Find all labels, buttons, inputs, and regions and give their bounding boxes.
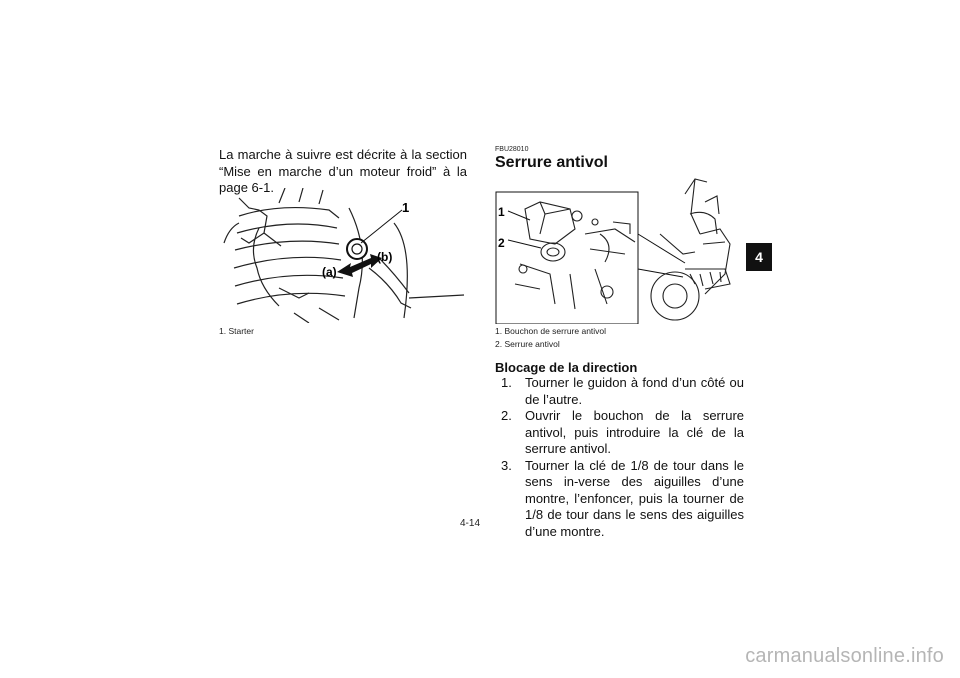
starter-callout-a: (a) [322, 265, 337, 279]
section-code: FBU28010 [495, 146, 529, 153]
step-number: 1. [501, 375, 512, 390]
lock-callout-1: 1 [498, 205, 505, 219]
step-item [501, 458, 744, 541]
lock-captions [495, 325, 606, 351]
lock-caption-1: 1. Bouchon de serrure antivol [495, 326, 607, 336]
starter-caption: 1. Starter [219, 326, 254, 336]
starter-callout-b: (b) [377, 250, 393, 264]
lock-callout-2: 2 [498, 236, 505, 250]
watermark-text: carmanualsonline.info [745, 645, 944, 667]
step-text: Tourner le guidon à fond d’un côté ou de l’autre. [525, 375, 744, 407]
page-number: 4-14 [460, 518, 481, 529]
lock-caption-2: 2. Serrure antivol [495, 339, 560, 349]
subheading-steering-lock: Blocage de la direction [495, 360, 638, 375]
step-number: 2. [501, 408, 512, 423]
starter-callout-number: 1 [402, 200, 410, 215]
step-text: Ouvrir le bouchon de la serrure antivol, puis introduire la clé de la serrure antivol. [525, 408, 744, 456]
step-number: 3. [501, 457, 512, 473]
starter-illustration [219, 188, 469, 323]
step-text: Tourner la clé de 1/8 de tour dans le sens in-verse des aiguilles d’une montre, l’enfoncer, puis la tourner de 1/8 de tour dans le sens des aiguilles d’une montre. [525, 457, 744, 539]
steps-list [495, 375, 744, 540]
section-title: Serrure antivol [495, 154, 608, 171]
step-item [501, 375, 744, 408]
steering-lock-illustration [495, 174, 745, 324]
chapter-tab: 4 [746, 243, 772, 271]
step-item [501, 408, 744, 458]
intro-paragraph: La marche à suivre est décrite à la section “Mise en marche d’un moteur froid” à la page 6-1. [219, 147, 467, 195]
